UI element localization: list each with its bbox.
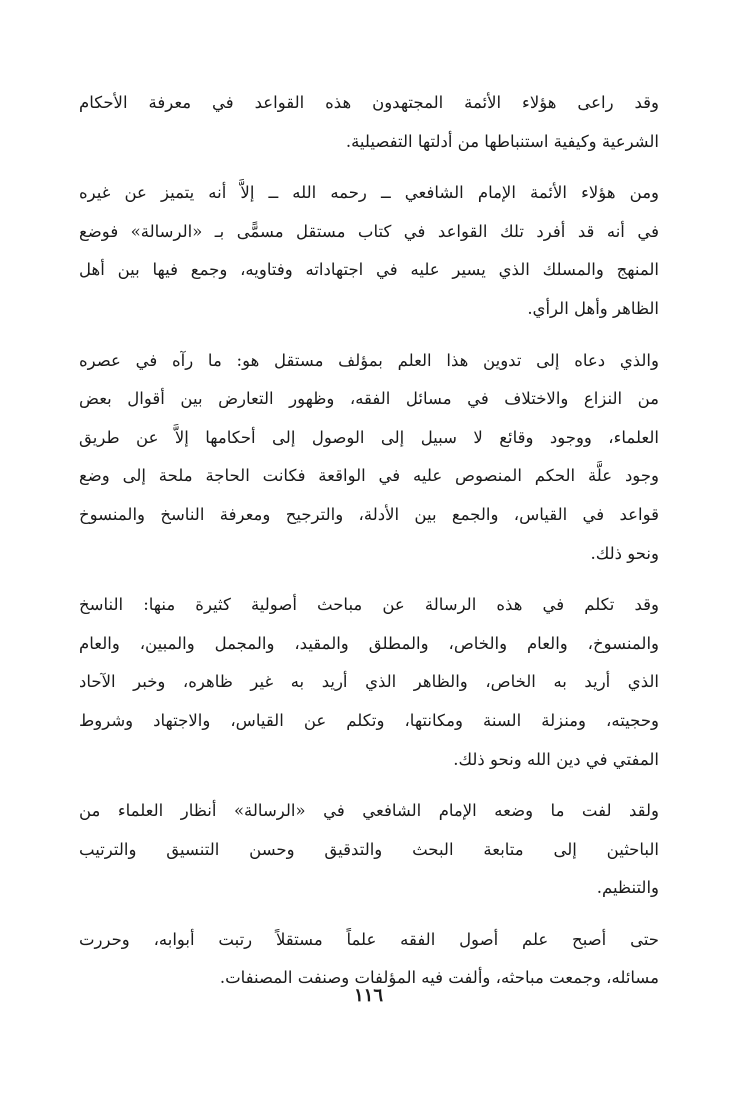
paragraph bbox=[79, 342, 659, 574]
body-text bbox=[79, 84, 659, 1011]
text-line: الباحثين إلى متابعة البحث والتدقيق وحسن التنسيق والترتيب bbox=[79, 839, 659, 859]
paragraph bbox=[79, 586, 659, 779]
text-line: من النزاع والاختلاف في مسائل الفقه، وظهور التعارض بين أقوال بعض bbox=[79, 389, 659, 409]
text-line: وجود علَّة الحكم المنصوص عليه في الواقعة فكانت الحاجة ملحة إلى وضع bbox=[79, 466, 659, 486]
text-line: ولقد لفت ما وضعه الإمام الشافعي في «الرسالة» أنظار العلماء من bbox=[79, 801, 659, 821]
text-line: وحجيته، ومنزلة السنة ومكانتها، وتكلم عن القياس، والاجتهاد وشروط bbox=[79, 710, 659, 730]
text-line: في أنه قد أفرد تلك القواعد في كتاب مستقل مسمًّى بـ «الرسالة» فوضع bbox=[79, 221, 659, 241]
paragraph bbox=[79, 84, 659, 161]
text-line: الظاهر وأهل الرأي. bbox=[527, 298, 659, 318]
page-number: ١١٦ bbox=[353, 985, 383, 1006]
text-line: ونحو ذلك. bbox=[590, 543, 659, 563]
paragraph bbox=[79, 792, 659, 908]
text-line: المنهج والمسلك الذي يسير عليه في اجتهاداته وفتاويه، وجمع فيها بين أهل bbox=[79, 260, 659, 280]
text-line: الذي أريد به الخاص، والظاهر الذي أريد به غير ظاهره، وخبر الآحاد bbox=[79, 672, 659, 692]
text-line: قواعد في القياس، والجمع بين الأدلة، والترجيح ومعرفة الناسخ والمنسوخ bbox=[79, 504, 659, 524]
text-line: والتنظيم. bbox=[596, 878, 659, 898]
text-line: والذي دعاه إلى تدوين هذا العلم بمؤلف مستقل هو: ما رآه في عصره bbox=[79, 350, 659, 370]
text-line: مسائله، وجمعت مباحثه، وألفت فيه المؤلفات وصنفت المصنفات. bbox=[219, 968, 659, 988]
text-line: والمنسوخ، والعام والخاص، والمطلق والمقيد، والمجمل والمبين، والعام bbox=[79, 633, 659, 653]
paragraph bbox=[79, 174, 659, 328]
text-line: العلماء، ووجود وقائع لا سبيل إلى الوصول إلى أحكامها إلاَّ عن طريق bbox=[79, 427, 659, 447]
text-line: حتى أصبح علم أصول الفقه علماً مستقلاً رتبت أبوابه، وحررت bbox=[79, 929, 659, 949]
text-line: وقد راعى هؤلاء الأئمة المجتهدون هذه القواعد في معرفة الأحكام bbox=[79, 93, 659, 112]
text-line: المفتي في دين الله ونحو ذلك. bbox=[453, 749, 659, 769]
text-line: ومن هؤلاء الأئمة الإمام الشافعي ــ رحمه الله ــ إلاَّ أنه يتميز عن غيره bbox=[79, 183, 659, 203]
text-line: وقد تكلم في هذه الرسالة عن مباحث أصولية كثيرة منها: الناسخ bbox=[79, 595, 659, 615]
text-line: الشرعية وكيفية استنباطها من أدلتها التفصيلية. bbox=[345, 131, 659, 151]
